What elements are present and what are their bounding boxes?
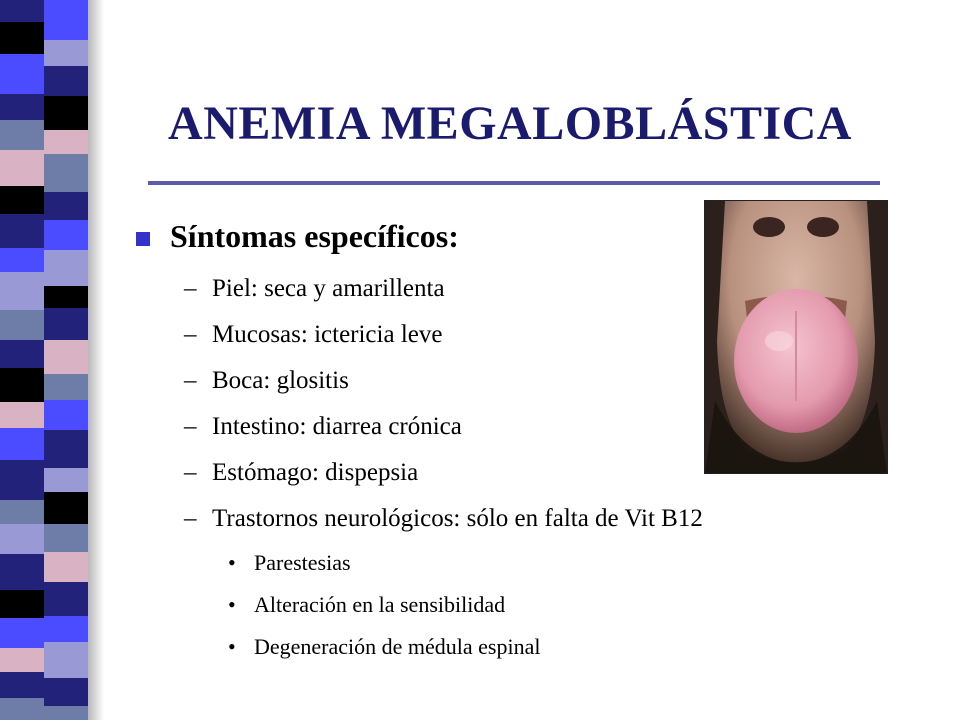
stripe-segment bbox=[44, 552, 88, 582]
slide-title: ANEMIA MEGALOBLÁSTICA bbox=[168, 97, 852, 150]
stripe-segment bbox=[0, 648, 44, 672]
stripe-segment bbox=[0, 340, 44, 368]
sublist-item: • Alteración en la sensibilidad bbox=[228, 584, 540, 626]
stripe-segment bbox=[44, 130, 88, 154]
stripe-segment bbox=[0, 310, 44, 340]
sublist-item-text: Degeneración de médula espinal bbox=[254, 634, 541, 659]
stripe-segment bbox=[44, 340, 88, 374]
stripe-segment bbox=[0, 22, 44, 54]
sublist-item-text: Parestesias bbox=[254, 550, 351, 575]
stripe-segment bbox=[44, 192, 88, 220]
square-bullet-icon bbox=[136, 232, 150, 246]
list-item-text: Trastornos neurológicos: sólo en falta de Vit B12 bbox=[212, 505, 703, 532]
stripe-segment bbox=[44, 220, 88, 250]
stripe-segment bbox=[44, 154, 88, 192]
stripe-segment bbox=[0, 500, 44, 524]
section-heading-text: Síntomas específicos: bbox=[170, 218, 459, 254]
stripe-segment bbox=[0, 554, 44, 590]
list-item-text: Intestino: diarrea crónica bbox=[212, 413, 462, 440]
stripe-segment bbox=[0, 428, 44, 460]
tongue-illustration-icon bbox=[705, 201, 887, 473]
stripe-segment bbox=[44, 492, 88, 524]
list-item: – Trastornos neurológicos: sólo en falta de Vit B12 bbox=[184, 496, 703, 542]
stripe-segment bbox=[0, 590, 44, 618]
list-item: – Piel: seca y amarillenta bbox=[184, 266, 703, 312]
stripe-segment bbox=[44, 0, 88, 40]
stripe-segment bbox=[44, 524, 88, 552]
list-item-text: Mucosas: ictericia leve bbox=[212, 321, 443, 348]
title-underline bbox=[148, 181, 880, 185]
stripe-segment bbox=[44, 430, 88, 468]
stripe-segment bbox=[0, 94, 44, 120]
list-item: – Mucosas: ictericia leve bbox=[184, 312, 703, 358]
stripe-segment bbox=[44, 66, 88, 96]
stripe-segment bbox=[0, 524, 44, 554]
stripe-segment bbox=[0, 0, 44, 22]
stripe-segment bbox=[0, 618, 44, 648]
stripe-column-left bbox=[0, 0, 44, 720]
stripe-segment bbox=[44, 642, 88, 678]
stripe-segment bbox=[44, 40, 88, 66]
stripe-segment bbox=[0, 272, 44, 310]
neurological-sublist bbox=[228, 542, 540, 668]
stripe-segment bbox=[44, 374, 88, 400]
stripe-segment bbox=[44, 400, 88, 430]
stripe-segment bbox=[0, 672, 44, 698]
sublist-item-text: Alteración en la sensibilidad bbox=[254, 592, 506, 617]
stripe-segment bbox=[44, 308, 88, 340]
stripe-segment bbox=[0, 120, 44, 150]
section-heading bbox=[136, 218, 459, 255]
sublist-item: • Parestesias bbox=[228, 542, 540, 584]
stripe-segment bbox=[0, 698, 44, 720]
list-item: – Intestino: diarrea crónica bbox=[184, 404, 703, 450]
stripe-segment bbox=[44, 468, 88, 492]
symptom-list bbox=[184, 266, 703, 542]
stripe-shadow bbox=[88, 0, 104, 720]
list-item-text: Piel: seca y amarillenta bbox=[212, 275, 445, 302]
list-item-text: Estómago: dispepsia bbox=[212, 459, 419, 486]
stripe-segment bbox=[0, 402, 44, 428]
list-item: – Boca: glositis bbox=[184, 358, 703, 404]
decorative-stripe-bar bbox=[0, 0, 88, 720]
stripe-segment bbox=[0, 150, 44, 186]
stripe-segment bbox=[0, 186, 44, 214]
stripe-segment bbox=[44, 678, 88, 706]
stripe-segment bbox=[0, 214, 44, 248]
stripe-column-right bbox=[44, 0, 88, 720]
list-item-text: Boca: glositis bbox=[212, 367, 349, 394]
stripe-segment bbox=[44, 616, 88, 642]
stripe-segment bbox=[44, 250, 88, 286]
stripe-segment bbox=[0, 368, 44, 402]
stripe-segment bbox=[44, 582, 88, 616]
sublist-item: • Degeneración de médula espinal bbox=[228, 626, 540, 668]
list-item: – Estómago: dispepsia bbox=[184, 450, 703, 496]
stripe-segment bbox=[0, 460, 44, 500]
stripe-segment bbox=[44, 706, 88, 720]
glossitis-tongue-photo bbox=[704, 200, 888, 474]
stripe-segment bbox=[0, 54, 44, 94]
stripe-segment bbox=[44, 96, 88, 130]
stripe-segment bbox=[44, 286, 88, 308]
stripe-segment bbox=[0, 248, 44, 272]
